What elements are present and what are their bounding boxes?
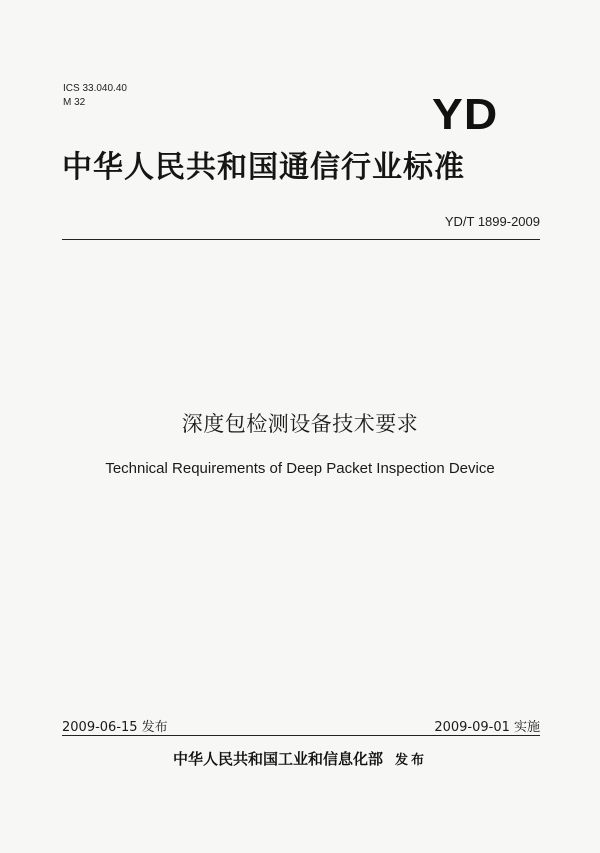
standard-code: YD/T 1899-2009 [444,214,540,229]
standard-type-title: 中华人民共和国通信行业标准 [62,150,465,185]
bottom-divider [62,735,540,736]
publisher-line [0,748,600,769]
yd-logo: YD [432,90,499,139]
implement-date: 2009-09-01 实施 [434,720,540,735]
classification-code: M 32 [63,97,86,108]
ics-code: ICS 33.040.40 [63,83,127,94]
issue-date: 2009-06-15 发布 [62,720,168,735]
publisher-name: 中华人民共和国工业和信息化部 [172,750,383,768]
top-divider [62,239,540,240]
publish-action: 发布 [395,753,428,768]
document-title-cn: 深度包检测设备技术要求 [181,412,419,436]
ics-block [63,82,127,110]
document-title-en: Technical Requirements of Deep Packet Inspection Device [105,460,495,477]
